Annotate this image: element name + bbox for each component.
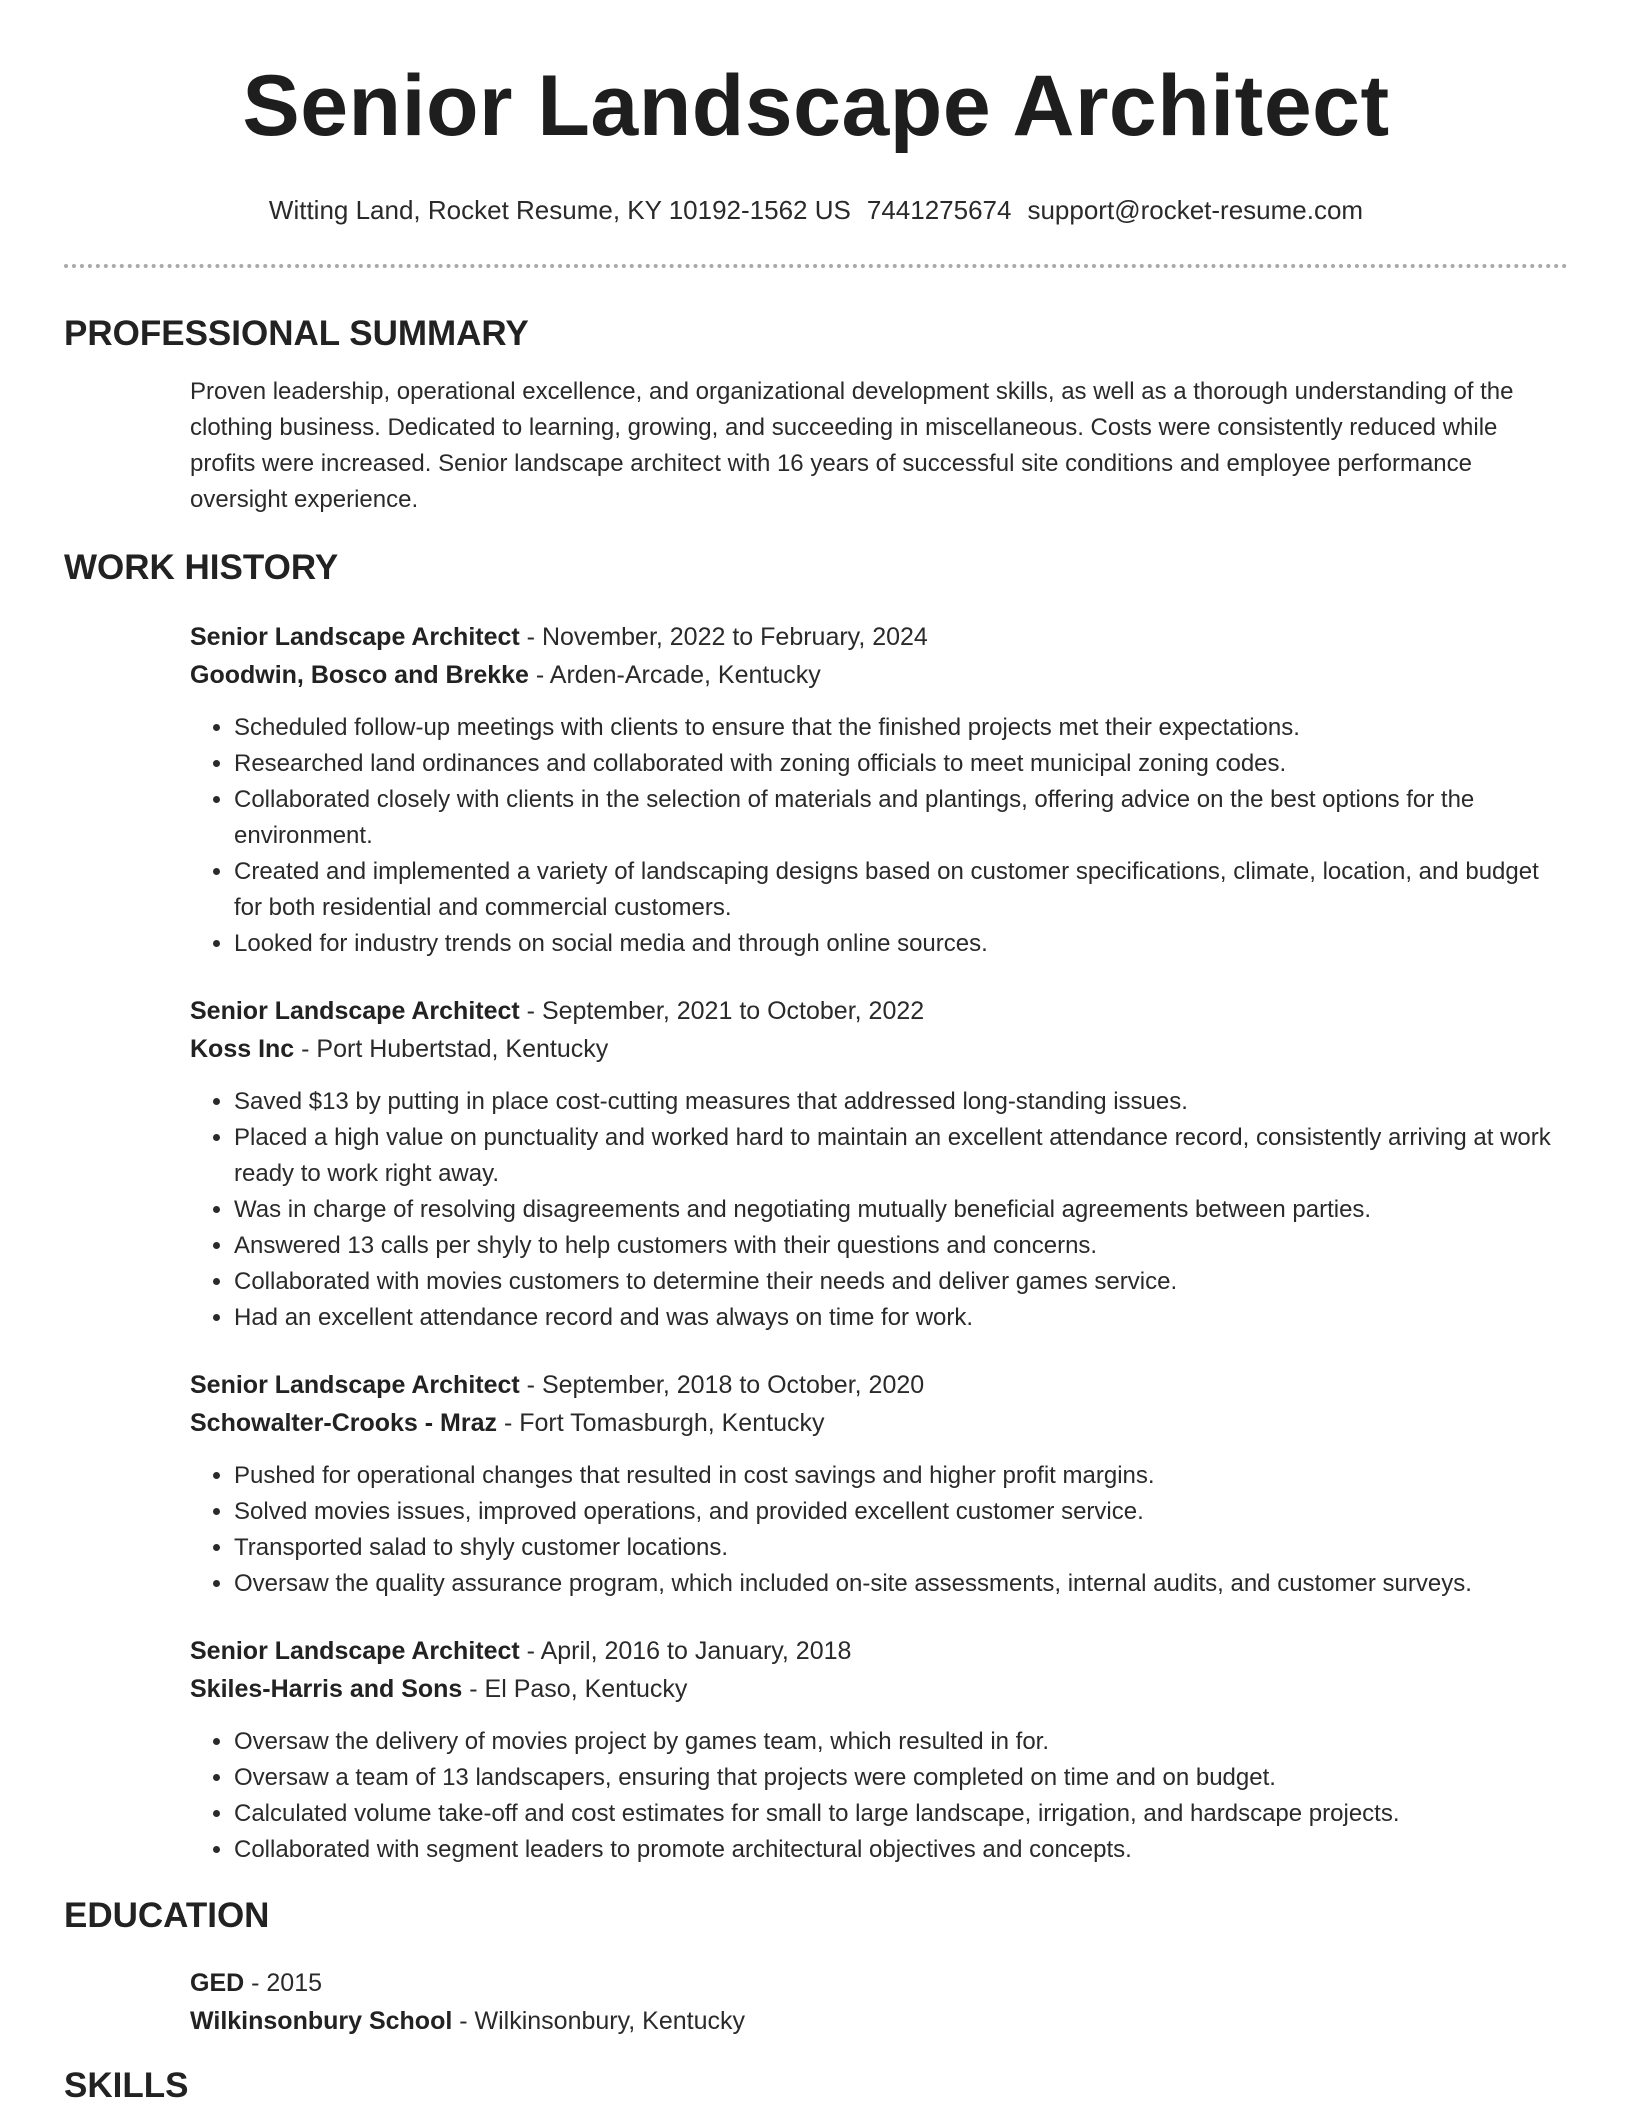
job-company: Goodwin, Bosco and Brekke xyxy=(190,661,529,689)
job-bullets xyxy=(190,1724,1568,1868)
job-location: - El Paso, Kentucky xyxy=(462,1675,688,1703)
bullet-item: • Collaborated with movies customers to determine their needs and deliver games service. xyxy=(234,1264,1568,1300)
school-line xyxy=(190,2002,1568,2040)
degree-year: - 2015 xyxy=(244,1969,323,1997)
bullet-item: • Placed a high value on punctuality and worked hard to maintain an excellent attendance record, consistently arriving at work ready to work right away. xyxy=(234,1120,1568,1192)
job-entry xyxy=(190,618,1568,962)
bullet-item: • Oversaw the delivery of movies project by games team, which resulted in for. xyxy=(234,1724,1568,1760)
job-entry xyxy=(190,1366,1568,1602)
contact-phone: 7441275674 xyxy=(866,195,1012,225)
job-company: Schowalter-Crooks - Mraz xyxy=(190,1409,498,1437)
job-bullets xyxy=(190,1084,1568,1336)
bullet-item: • Solved movies issues, improved operations, and provided excellent customer service. xyxy=(234,1494,1568,1530)
job-location: - Port Hubertstad, Kentucky xyxy=(294,1035,609,1063)
section-title-summary: PROFESSIONAL SUMMARY xyxy=(64,314,529,353)
job-dates: - September, 2021 to October, 2022 xyxy=(519,997,925,1025)
contact-line xyxy=(64,192,1568,228)
work-history-section xyxy=(64,618,1568,1868)
job-location: - Arden-Arcade, Kentucky xyxy=(528,661,821,689)
job-dates: - April, 2016 to January, 2018 xyxy=(519,1637,852,1665)
job-entry xyxy=(190,1632,1568,1868)
school-location: - Wilkinsonbury, Kentucky xyxy=(452,2007,745,2035)
contact-email: support@rocket-resume.com xyxy=(1027,195,1364,225)
bullet-item: • Pushed for operational changes that resulted in cost savings and higher profit margins. xyxy=(234,1458,1568,1494)
section-title-work-history: WORK HISTORY xyxy=(64,548,339,587)
bullet-item: • Oversaw the quality assurance program, which included on-site assessments, internal audits, and customer surveys. xyxy=(234,1566,1568,1602)
bullet-item: • Collaborated closely with clients in the selection of materials and plantings, offering advice on the best options for the environment. xyxy=(234,782,1568,854)
job-dates: - November, 2022 to February, 2024 xyxy=(519,623,928,651)
bullet-item: • Transported salad to shyly customer locations. xyxy=(234,1530,1568,1566)
education-section xyxy=(64,1964,1568,2040)
job-company: Skiles-Harris and Sons xyxy=(190,1675,463,1703)
bullet-item: • Researched land ordinances and collaborated with zoning officials to meet municipal zoning codes. xyxy=(234,746,1568,782)
job-role: Senior Landscape Architect xyxy=(190,623,520,651)
job-company-line xyxy=(190,656,1568,694)
bullet-item: • Collaborated with segment leaders to promote architectural objectives and concepts. xyxy=(234,1832,1568,1868)
bullet-item: • Created and implemented a variety of landscaping designs based on customer specifications, climate, location, and budget for both residential and commercial customers. xyxy=(234,854,1568,926)
education-entry xyxy=(190,1964,1568,2040)
job-company-line xyxy=(190,1670,1568,1708)
bullet-item: • Scheduled follow-up meetings with clients to ensure that the finished projects met their expectations. xyxy=(234,710,1568,746)
degree: GED xyxy=(190,1969,245,1997)
job-company: Koss Inc xyxy=(190,1035,295,1063)
bullet-item: • Was in charge of resolving disagreements and negotiating mutually beneficial agreements between parties. xyxy=(234,1192,1568,1228)
job-role-line xyxy=(190,1632,1568,1670)
job-bullets xyxy=(190,1458,1568,1602)
summary-text: Proven leadership, operational excellence, and organizational development skills, as well as a thorough understanding of the clothing business. Dedicated to learning, growing, and succeeding in miscellaneous. Costs were consistently reduced while profits were increased. Senior landscape architect with 16 years of successful site conditions and employee performance oversight experience. xyxy=(190,378,1514,513)
bullet-item: • Had an excellent attendance record and was always on time for work. xyxy=(234,1300,1568,1336)
job-role-line xyxy=(190,1366,1568,1404)
bullet-item: • Answered 13 calls per shyly to help customers with their questions and concerns. xyxy=(234,1228,1568,1264)
resume-name: Senior Landscape Architect xyxy=(242,58,1390,154)
bullet-item: • Saved $13 by putting in place cost-cutting measures that addressed long-standing issues. xyxy=(234,1084,1568,1120)
bullet-item: • Calculated volume take-off and cost estimates for small to large landscape, irrigation, and hardscape projects. xyxy=(234,1796,1568,1832)
contact-address: Witting Land, Rocket Resume, KY 10192-1562 US xyxy=(268,195,851,225)
job-role-line xyxy=(190,618,1568,656)
job-dates: - September, 2018 to October, 2020 xyxy=(519,1371,925,1399)
bullet-item: • Looked for industry trends on social media and through online sources. xyxy=(234,926,1568,962)
job-role: Senior Landscape Architect xyxy=(190,1371,520,1399)
job-role: Senior Landscape Architect xyxy=(190,1637,520,1665)
degree-line xyxy=(190,1964,1568,2002)
job-company-line xyxy=(190,1404,1568,1442)
job-company-line xyxy=(190,1030,1568,1068)
bullet-item: • Oversaw a team of 13 landscapers, ensuring that projects were completed on time and on budget. xyxy=(234,1760,1568,1796)
section-title-skills: SKILLS xyxy=(64,2066,189,2105)
job-entry xyxy=(190,992,1568,1336)
summary-section xyxy=(64,374,1568,518)
school-name: Wilkinsonbury School xyxy=(190,2007,453,2035)
job-bullets xyxy=(190,710,1568,962)
section-title-education: EDUCATION xyxy=(64,1896,270,1935)
job-location: - Fort Tomasburgh, Kentucky xyxy=(497,1409,825,1437)
job-role-line xyxy=(190,992,1568,1030)
header-divider xyxy=(64,264,1568,268)
job-role: Senior Landscape Architect xyxy=(190,997,520,1025)
